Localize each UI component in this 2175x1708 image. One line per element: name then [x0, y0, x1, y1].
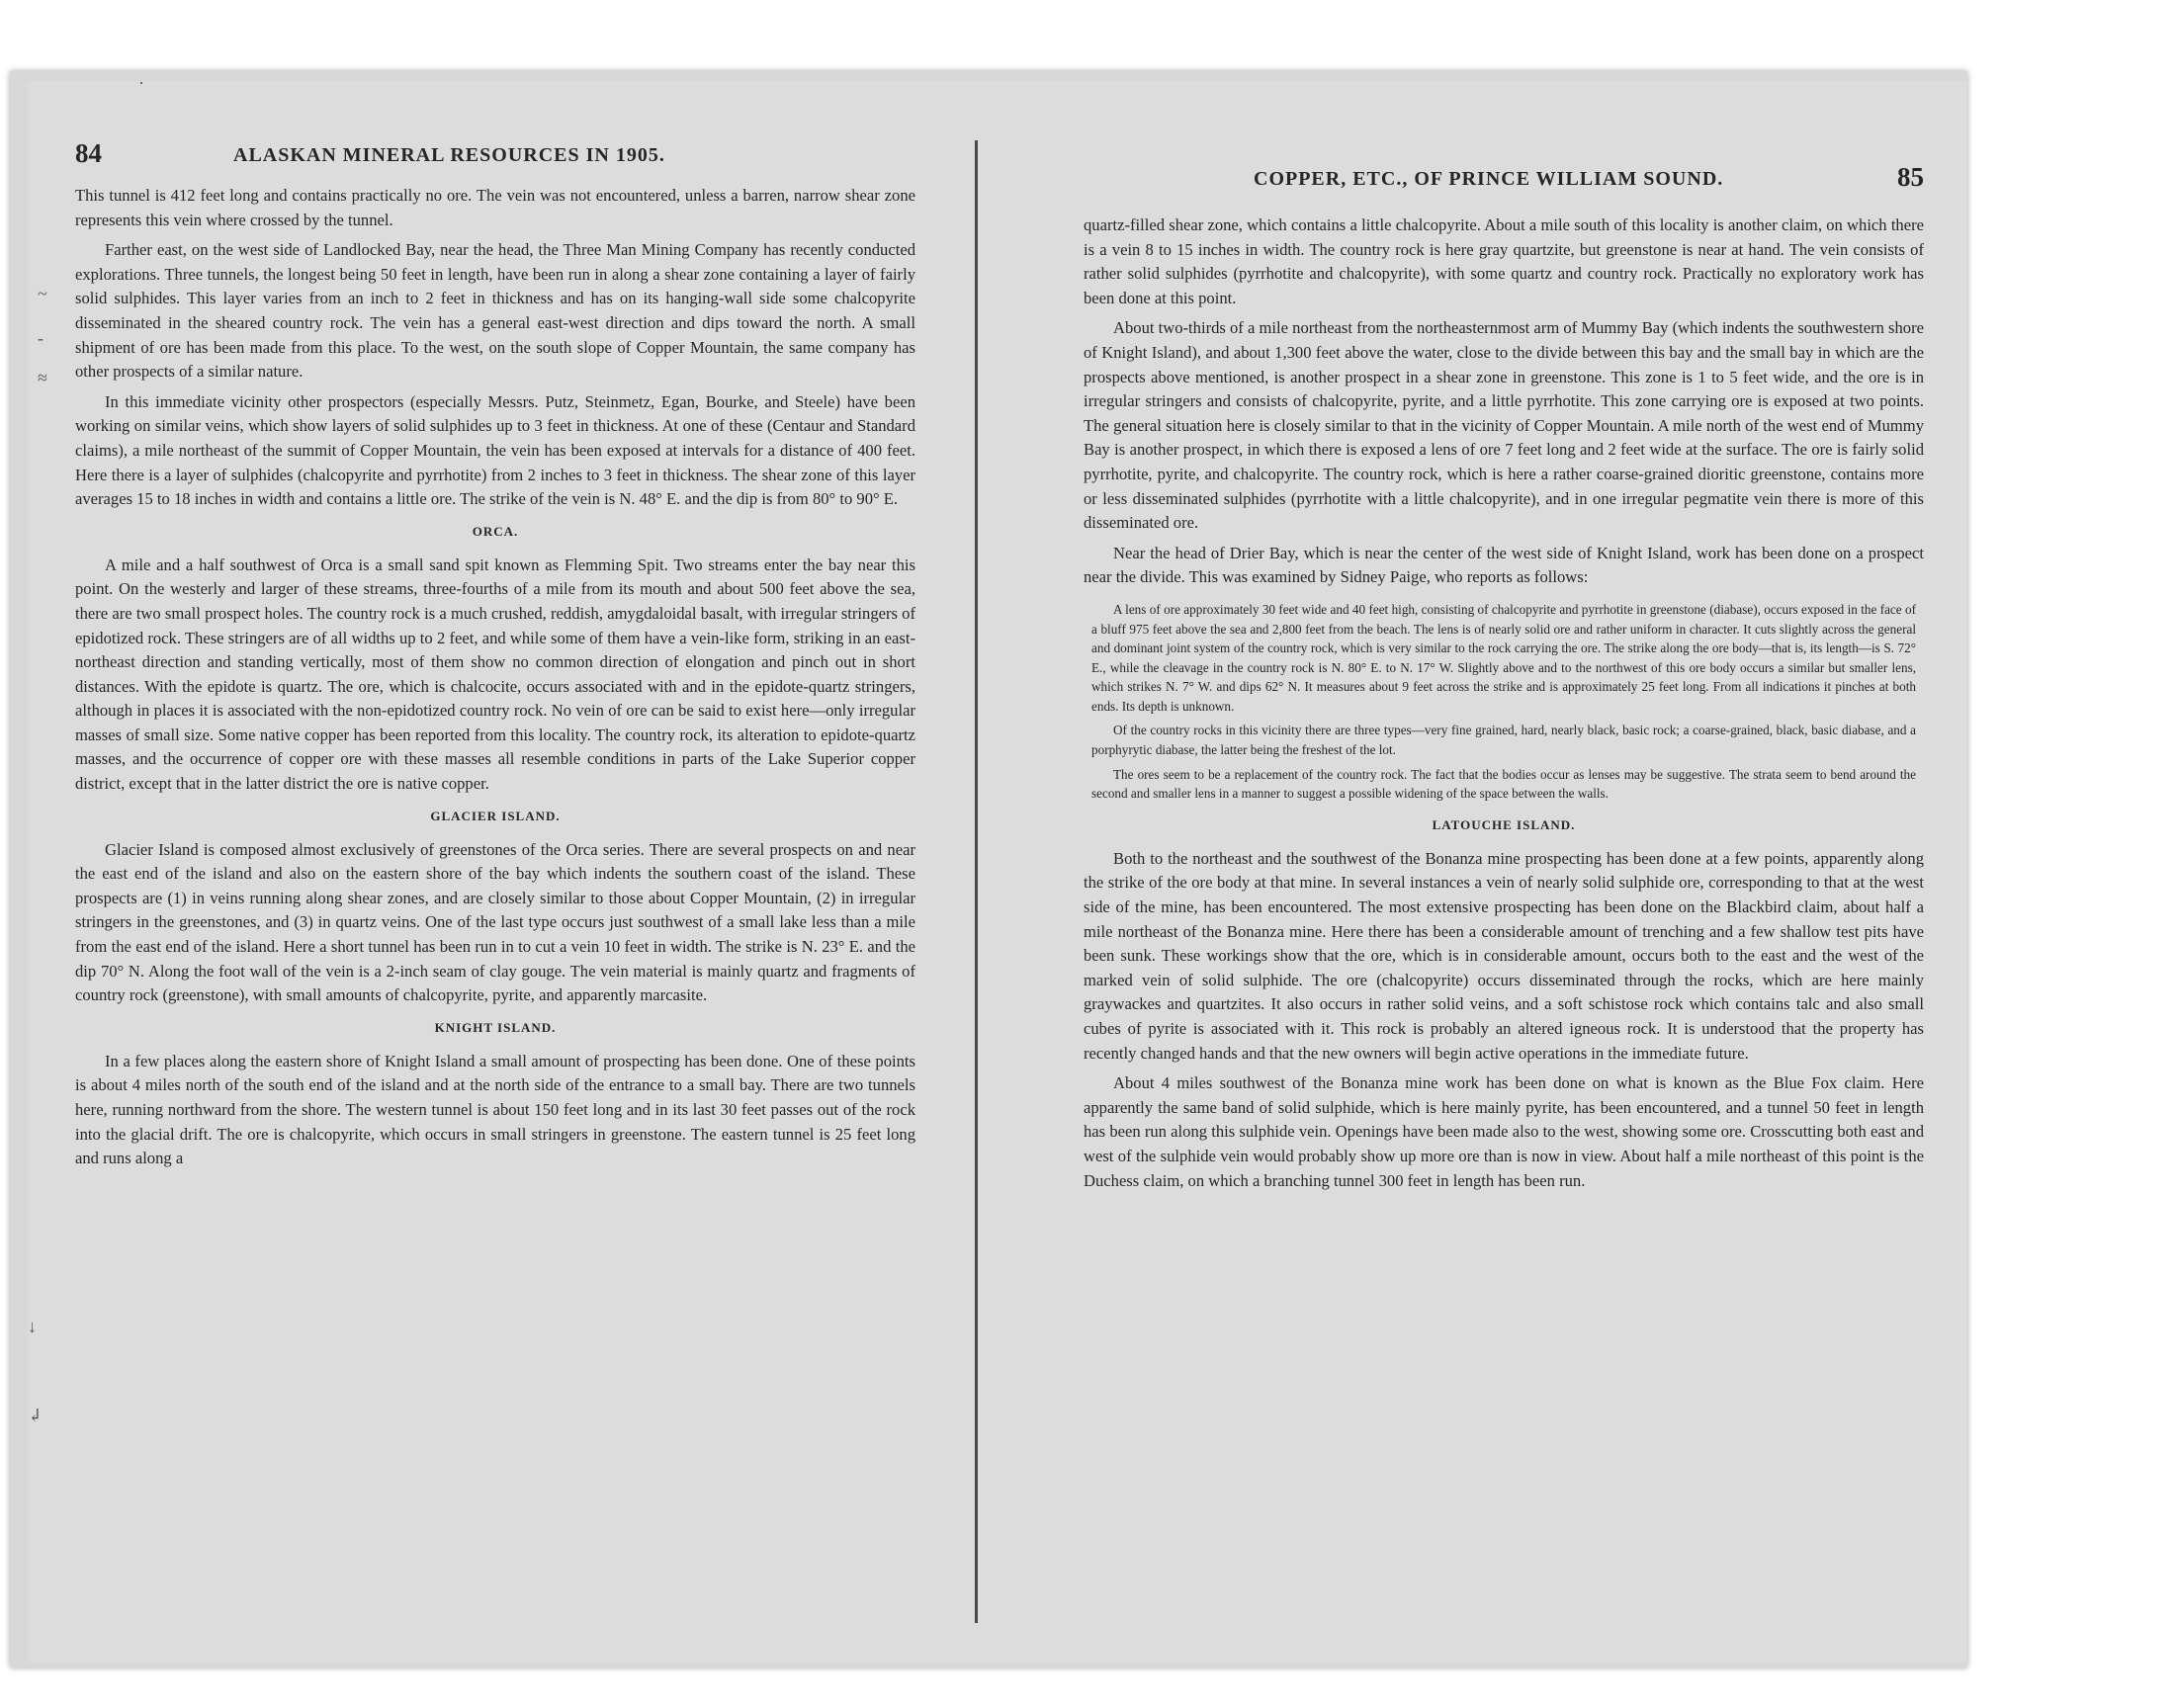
running-title-left: ALASKAN MINERAL RESOURCES IN 1905.: [233, 144, 665, 166]
paragraph: Glacier Island is composed almost exclusively of greenstones of the Orca series. There are several prospects on and near the east end of the island and also on the eastern shore of the bay which indents the southern coast of the island. These prospects are (1) in veins running along shear zones, and are closely similar to those about Copper Mountain, (2) in irregular stringers in the greenstones, and (3) in quartz veins. One of the last type occurs just southwest of a small lake less than a mile from the east end of the island. Here a short tunnel has been run in to cut a vein 10 feet in width. The strike is N. 23° E. and the dip 70° N. Along the foot wall of the vein is a 2-inch seam of clay gouge. The vein material is mainly quartz and fragments of country rock (greenstone), with small amounts of chalcopyrite, pyrite, and apparently marcasite.: [75, 839, 915, 1005]
margin-mark: ~: [38, 284, 47, 303]
scanned-spread: [10, 71, 1967, 1667]
paragraph: About two-thirds of a mile northeast from the northeasternmost arm of Mummy Bay (which indents the southwestern shore of Knight Island), and about 1,300 feet above the water, close to the divide between this bay and the small bay in which are the prospects above mentioned, is another prospect in a shear zone in greenstone. This zone is 1 to 5 feet wide, and the ore is in irregular stringers and consists of chalcopyrite, pyrite, and a little pyrrhotite. This zone carrying ore is exposed at two points. The general situation here is closely similar to that in the vicinity of Copper Mountain. A mile north of the west end of Mummy Bay is another prospect, in which there is exposed a lens of ore 7 feet long and 2 feet wide at the surface. The ore is fairly solid pyrrhotite, pyrite, and chalcopyrite. The country rock, which is here a rather coarse-grained dioritic greenstone, contains more or less disseminated sulphides (pyrrhotite with a little chalcopyrite), and in one irregular pegmatite vein there is more of this disseminated ore.: [1084, 318, 1924, 533]
quote-paragraph: Of the country rocks in this vicinity there are three types—very fine grained, hard, nearly black, basic rock; a coarse-grained, black, basic diabase, and a porphyrytic diabase, the latter being the freshest of the lot.: [1091, 723, 1916, 758]
paragraph: Near the head of Drier Bay, which is near the center of the west side of Knight Island, work has been done on a prospect near the divide. This was examined by Sidney Paige, who reports as follows:: [1084, 543, 1924, 587]
right-running-head: [1084, 156, 1924, 208]
paragraph: In this immediate vicinity other prospectors (especially Messrs. Putz, Steinmetz, Egan, Bourke, and Steele) have been working on similar veins, which show layers of solid sulphides up to 3 feet in thickness. At one of these (Centaur and Standard claims), a mile northeast of the summit of Copper Mountain, the vein has been exposed at intervals for a distance of 400 feet. Here there is a layer of sulphides (chalcopyrite and pyrrhotite) from 2 inches to 3 feet in thickness. The shear zone of this layer averages 15 to 18 inches in width and contains a little ore. The strike of the vein is N. 48° E. and the dip is from 80° to 90° E.: [75, 391, 915, 509]
paragraph: quartz-filled shear zone, which contains a little chalcopyrite. About a mile south of this locality is another claim, on which there is a vein 8 to 15 inches in width. The country rock is here gray quartzite, but greenstone is near at hand. The vein consists of rather solid sulphides (pyrrhotite and chalcopyrite), with some quartz and country rock. Practically no exploratory work has been done at this point.: [1084, 215, 1924, 307]
paragraph: In a few places along the eastern shore of Knight Island a small amount of prospecting has been done. One of these points is about 4 miles north of the south end of the island and at the north side of the entrance to a small bay. There are two tunnels here, running northward from the shore. The western tunnel is about 150 feet long and in its last 30 feet passes out of the rock into the glacial drift. The ore is chalcopyrite, which occurs in small stringers in greenstone. The eastern tunnel is 25 feet long and runs along a: [75, 1051, 915, 1168]
margin-mark: ↲: [28, 1406, 44, 1425]
section-heading-glacier-island: GLACIER ISLAND.: [430, 808, 561, 823]
book-spread: [28, 73, 1967, 1663]
block-quote: [1091, 600, 1916, 804]
quote-paragraph: The ores seem to be a replacement of the country rock. The fact that the bodies occur as lenses may be suggestive. The strata seem to bend around the second and smaller lens in a manner to suggest a possible widening of the space between the walls.: [1091, 766, 1916, 802]
page-number-right: 85: [1897, 162, 1924, 192]
section-heading-latouche-island: LATOUCHE ISLAND.: [1432, 816, 1576, 832]
paragraph: Farther east, on the west side of Landlocked Bay, near the head, the Three Man Mining Company has recently conducted explorations. Three tunnels, the longest being 50 feet in length, have been run in along a shear zone containing a layer of fairly solid sulphides. This layer varies from an inch to 2 feet in thickness and has on its hanging-wall side some chalcopyrite disseminated in the sheared country rock. The vein has a general east-west direction and dips toward the north. A small shipment of ore has been made from this place. To the west, on the south slope of Copper Mountain, the same company has other prospects of a similar nature.: [75, 240, 915, 382]
margin-mark: ≈: [38, 368, 47, 387]
right-page: [1084, 138, 1924, 1621]
page-number-left: 84: [75, 138, 102, 168]
page-gutter: [975, 140, 978, 1623]
left-page: [75, 138, 915, 1621]
margin-mark: -: [38, 328, 44, 348]
scan-speck: ·: [138, 73, 144, 93]
section-heading-knight-island: KNIGHT ISLAND.: [434, 1019, 557, 1035]
paragraph: A mile and a half southwest of Orca is a small sand spit known as Flemming Spit. Two streams enter the bay near this point. On the westerly and larger of these streams, three-fourths of a mile from its mouth and about 500 feet above the sea, there are two small prospect holes. The country rock is a much crushed, reddish, amygdaloidal basalt, with irregular stringers of epidotized rock. These stringers are of all widths up to 2 feet, and while some of them have a vein-like form, striking in an east-northeast direction and standing vertically, most of them show no common direction of elongation and pinch out in short distances. With the epidote is quartz. The ore, which is chalcocite, occurs associated with and in the epidote-quartz stringers, although in places it is associated with the non-epidotized country rock. No vein of ore can be said to exist here—only irregular masses of small size. Some native copper has been reported from this locality. The country rock, its alteration to epidote-quartz masses, and the occurrence of copper ore with these masses all resemble conditions in parts of the Lake Superior copper district, except that in the latter district the ore is native copper.: [75, 555, 915, 794]
quote-paragraph: A lens of ore approximately 30 feet wide and 40 feet high, consisting of chalcopyrite and pyrrhotite in greenstone (diabase), occurs exposed in the face of a bluff 975 feet above the sea and 2,800 feet from the beach. The lens is of nearly solid ore and rather uniform in character. It cuts slightly across the general and dominant joint system of the country rock, which is very similar to the rock carrying the ore. The strike along the ore body—that is, its length—is S. 72° E., while the cleavage in the country rock is N. 80° E. to N. 17° W. Slightly above and to the northwest of this ore body occurs a similar but smaller lens, which strikes N. 7° W. and dips 62° N. It measures about 9 feet across the strike and is approximately 25 feet long. From all indications it pinches at both ends. Its depth is unknown.: [1091, 601, 1916, 714]
paragraph: About 4 miles southwest of the Bonanza mine work has been done on what is known as the Blue Fox claim. Here apparently the same band of solid sulphide, which is here mainly pyrite, has been encountered, and a tunnel 50 feet in length has been run along this sulphide vein. Openings have been made also to the west, showing some ore. Crosscutting both east and west of the sulphide vein would probably show up more ore than is now in view. About half a mile northeast of this point is the Duchess claim, on which a branching tunnel 300 feet in length has been run.: [1084, 1073, 1924, 1190]
running-title-right: COPPER, ETC., OF PRINCE WILLIAM SOUND.: [1254, 168, 1724, 190]
section-heading-orca: ORCA.: [472, 523, 519, 539]
left-running-head: [75, 138, 915, 178]
margin-mark: ↓: [28, 1317, 37, 1336]
paragraph: This tunnel is 412 feet long and contains practically no ore. The vein was not encountered, unless a barren, narrow shear zone represents this vein where crossed by the tunnel.: [75, 186, 915, 229]
paragraph: Both to the northeast and the southwest of the Bonanza mine prospecting has been done at a few points, apparently along the strike of the ore body at that mine. In several instances a vein of nearly solid sulphide ore, corresponding to that at the west side of the mine, has been encountered. The most extensive prospecting has been done on the Blackbird claim, about half a mile northeast of the Bonanza mine. Here there has been a considerable amount of trenching and a few shallow test pits have been sunk. These workings show that the ore, which is in considerable amount, occurs both to the east and the west of the marked vein of solid sulphide. The ore (chalcopyrite) occurs disseminated through the rocks, which are here mainly graywackes and quartzites. It also occurs in rather solid veins, and a soft schistose rock which contains talc and also small cubes of pyrite is associated with it. This rock is probably an altered igneous rock. It is understood that the property has recently changed hands and that the new owners will begin active operations in the immediate future.: [1084, 848, 1924, 1063]
